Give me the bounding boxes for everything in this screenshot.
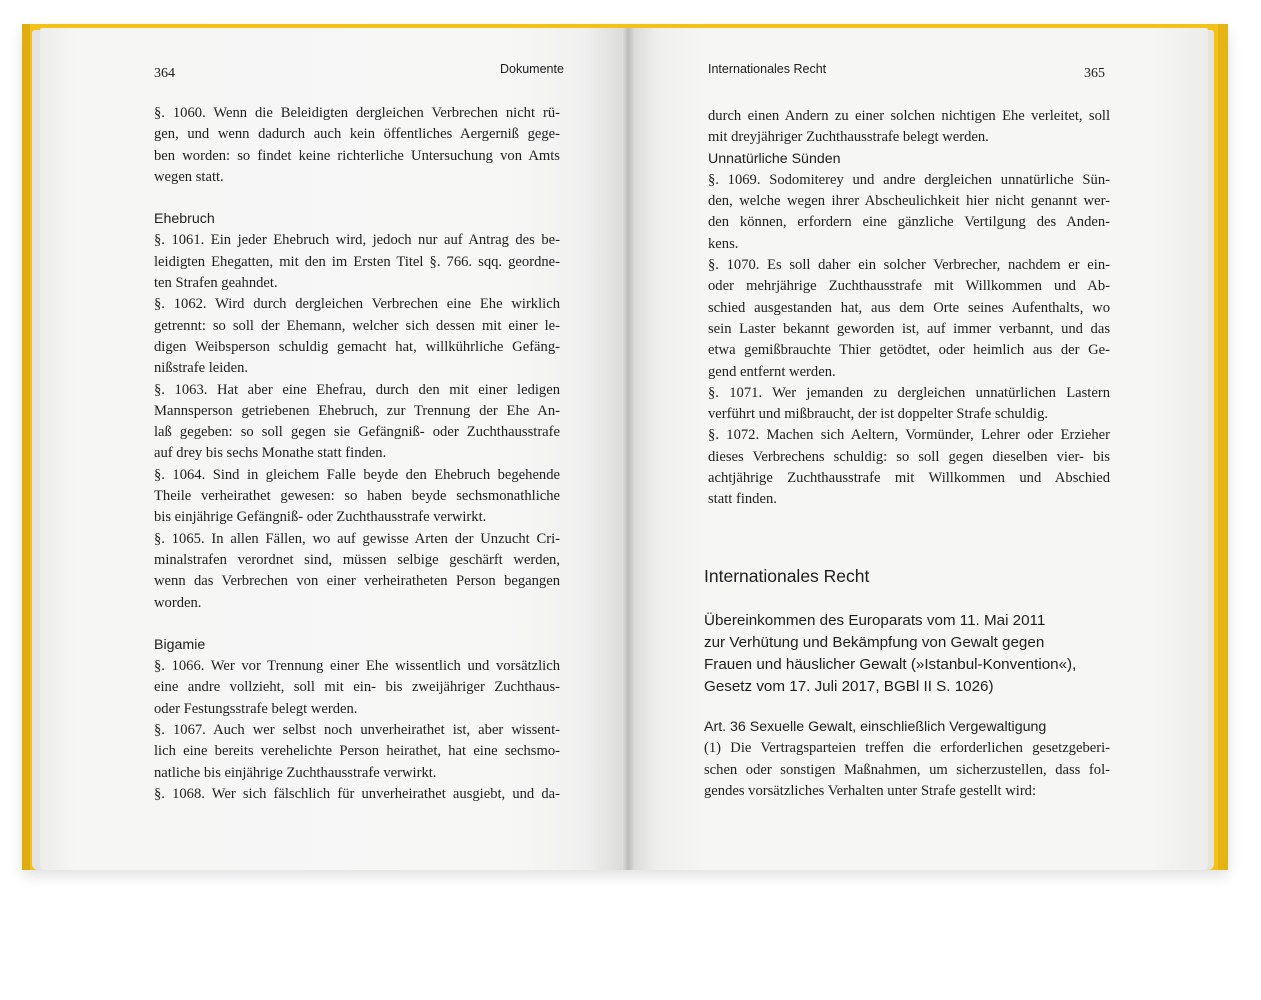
text-line: §. 1072. Machen sich Aeltern, Vormünder, Lehrer oder Erzieher	[708, 427, 1110, 444]
right-body	[708, 106, 1110, 511]
text-line: den, welche wegen ihrer Abscheulichkeit hier nicht genannt wer-	[708, 193, 1110, 210]
text-line: §. 1069. Sodomiterey und andre dergleichen unnatürliche Sün-	[708, 171, 1110, 188]
text-line: gendes vorsätzliches Verhalten unter Strafe gestellt wird:	[704, 782, 1037, 799]
text-line: §. 1062. Wird durch dergleichen Verbrechen eine Ehe wirklich	[154, 296, 560, 313]
article-heading: Art. 36 Sexuelle Gewalt, einschließlich Vergewaltigung	[704, 719, 1047, 735]
text-line: §. 1071. Wer jemanden zu dergleichen unnatürlichen Lastern	[708, 384, 1110, 401]
text-line: mit dreyjähriger Zuchthausstrafe belegt werden.	[708, 129, 989, 146]
left-body	[154, 103, 560, 805]
text-line: oder Festungsstrafe belegt werden.	[154, 700, 358, 717]
left-page	[40, 28, 626, 870]
text-line: verführt und mißbraucht, der ist doppelter Strafe schuldig.	[708, 406, 1049, 423]
right-page-number: 365	[1084, 66, 1105, 81]
text-line: §. 1060. Wenn die Beleidigten dergleichen Verbrechen nicht rü-	[154, 105, 560, 121]
convention-line: Frauen und häuslicher Gewalt (»Istanbul-Konvention«),	[704, 656, 1077, 673]
text-line: oder mehrjährige Zuchthausstrafe mit Willkommen und Ab-	[708, 278, 1110, 295]
right-page	[628, 28, 1208, 870]
section-heading-unnatuerliche-suenden: Unnatürliche Sünden	[708, 150, 841, 167]
text-line: nißstrafe leiden.	[154, 360, 249, 377]
text-line: schied ausgestanden hat, aus dem Orte seines Aufenthalts, wo	[708, 299, 1110, 316]
text-line: auf drey bis sechs Monathe statt finden.	[154, 445, 387, 462]
left-running-head: Dokumente	[500, 62, 564, 76]
text-line: digen Weibsperson schuldig gemacht hat, willkührliche Gefäng-	[154, 338, 560, 355]
left-page-number: 364	[154, 66, 175, 81]
text-line: §. 1066. Wer vor Trennung einer Ehe wissentlich und vorsätzlich	[154, 658, 560, 675]
article-36	[704, 717, 1110, 802]
section-heading-bigamie: Bigamie	[154, 636, 206, 653]
text-line: §. 1064. Sind in gleichem Falle beyde den Ehebruch begehende	[154, 466, 560, 483]
text-line: Theile verheirathet gewesen: so haben beyde sechsmonathliche	[154, 488, 560, 505]
text-line: kens.	[708, 235, 739, 252]
text-line: (1) Die Vertragsparteien treffen die erforderlichen gesetzgeberi-	[704, 740, 1110, 757]
cover-edge-left	[22, 24, 30, 870]
text-line: §. 1063. Hat aber eine Ehefrau, durch den mit einer ledigen	[154, 381, 560, 398]
text-line: Mannsperson getriebenen Ehebruch, zur Trennung der Ehe An-	[154, 402, 560, 419]
text-line: §. 1068. Wer sich fälschlich für unverheirathet ausgiebt, und da-	[154, 785, 560, 802]
text-line: getrennt: so soll der Ehemann, welcher sich dessen mit einer le-	[154, 317, 560, 334]
text-line: achtjährige Zuchthausstrafe mit Willkommen und Abschied	[708, 470, 1110, 487]
convention-line: Gesetz vom 17. Juli 2017, BGBl II S. 1026)	[704, 678, 994, 695]
text-line: §. 1065. In allen Fällen, wo auf gewisse Arten der Unzucht Cri-	[154, 530, 560, 547]
text-line: den können, erfordern eine gänzliche Vertilgung des Anden-	[708, 214, 1110, 231]
text-line: leidigten Ehegatten, mit den im Ersten Titel §. 766. sqq. geordne-	[154, 253, 560, 270]
text-line: ben worden: so findet keine richterliche Untersuchung von Amts	[154, 147, 560, 164]
section-title-internationales-recht: Internationales Recht	[704, 566, 870, 586]
text-line: etwa gemißbrauchte Thier getödtet, oder heimlich aus der Ge-	[708, 342, 1110, 359]
text-line: §. 1070. Es soll daher ein solcher Verbrecher, nachdem er ein-	[708, 257, 1110, 274]
convention-title	[704, 610, 1076, 698]
text-line: laß gegeben: so soll gegen sie Gefängniß- oder Zuchthausstrafe	[154, 424, 560, 441]
text-line: wenn das Verbrechen von einer verheiratheten Person begangen	[154, 573, 560, 590]
right-running-head: Internationales Recht	[708, 62, 827, 76]
text-line: §. 1061. Ein jeder Ehebruch wird, jedoch nur auf Antrag des be-	[154, 232, 560, 249]
section-heading-ehebruch: Ehebruch	[154, 211, 215, 228]
text-line: statt finden.	[708, 491, 777, 508]
text-line: natliche bis einjährige Zuchthausstrafe verwirkt.	[154, 764, 437, 781]
text-line: gend entfernt werden.	[708, 363, 836, 380]
convention-line: Übereinkommen des Europarats vom 11. Mai 2011	[704, 612, 1046, 629]
text-line: lich eine bereits verehelichte Person heirathet, hat eine sechsmo-	[154, 743, 560, 760]
cover-edge-right	[1218, 24, 1228, 870]
text-line: wegen statt.	[154, 168, 224, 185]
text-line: minalstrafen verordnet sind, müssen selbige geschärft werden,	[154, 551, 560, 568]
text-line: worden.	[154, 594, 202, 611]
paragraph-gap	[154, 188, 560, 209]
text-line: §. 1067. Auch wer selbst noch unverheirathet ist, aber wissent-	[154, 722, 560, 739]
text-line: eine andre vollzieht, soll mit ein- bis zweijähriger Zuchthaus-	[154, 679, 560, 696]
text-line: durch einen Andern zu einer solchen nichtigen Ehe verleitet, soll	[708, 108, 1110, 124]
text-line: bis einjährige Gefängniß- oder Zuchthausstrafe verwirkt.	[154, 509, 487, 526]
text-line: schen oder sonstigen Maßnahmen, um sicherzustellen, dass fol-	[704, 761, 1110, 778]
text-line: gen, und wenn dadurch auch kein öffentliches Aergerniß gege-	[154, 126, 560, 143]
paragraph-gap	[154, 614, 560, 635]
text-line: dieses Verbrechens schuldig: so soll gegen dieselben vier- bis	[708, 448, 1110, 465]
book-gutter	[622, 28, 634, 870]
text-line: ten Strafen geahndet.	[154, 275, 278, 292]
convention-line: zur Verhütung und Bekämpfung von Gewalt gegen	[704, 634, 1045, 651]
text-line: sein Laster bekannt geworden ist, auf immer verbannt, und das	[708, 320, 1110, 337]
